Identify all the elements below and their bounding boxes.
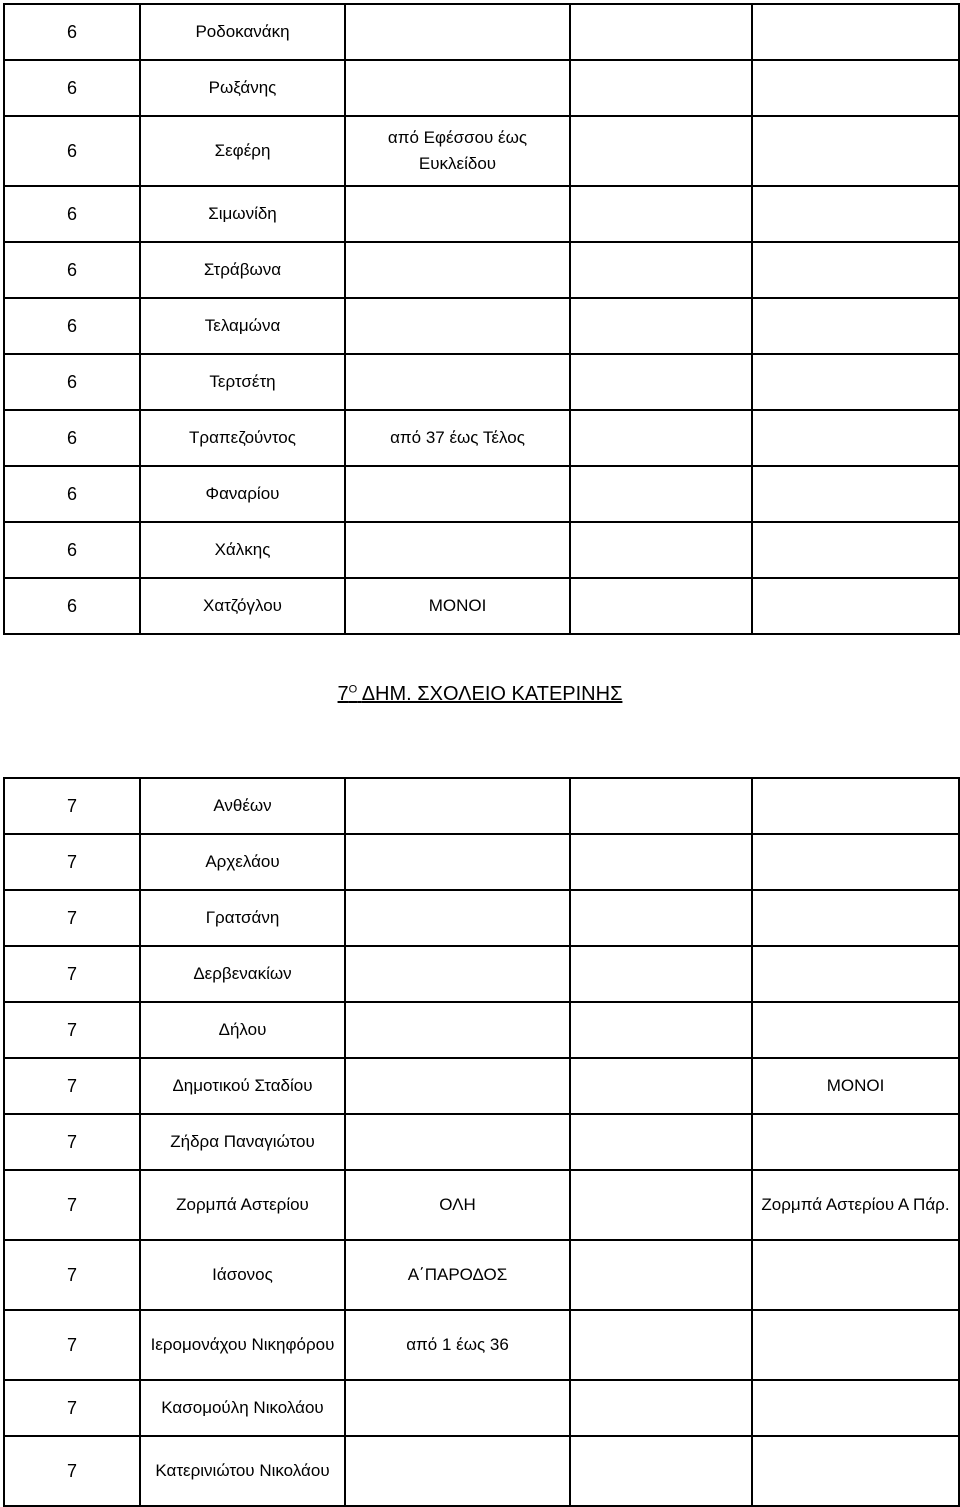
empty-cell [752,60,959,116]
table-row [4,1436,959,1506]
empty-cell [752,116,959,186]
street-table-school-6 [3,3,960,635]
note-cell [752,1170,959,1240]
street-name-cell [140,778,345,834]
table-row [4,242,959,298]
school-number-cell [4,60,140,116]
school-number-text: 7 [67,964,78,984]
street-name-cell [140,578,345,634]
street-name-text: Τελαμώνα [204,316,281,335]
street-name-text: Σιμωνίδη [208,204,277,223]
note-cell [570,522,752,578]
range-cell [345,1002,570,1058]
school-number-cell [4,410,140,466]
empty-cell [752,410,959,466]
note-cell [752,1058,959,1114]
street-name-cell [140,354,345,410]
table-row [4,834,959,890]
street-name-cell [140,946,345,1002]
school-number-text: 7 [67,1195,78,1215]
note-cell [570,4,752,60]
note-cell [570,466,752,522]
range-cell [345,60,570,116]
street-name-text: Χατζόγλου [203,596,282,615]
empty-cell [570,946,752,1002]
street-name-text: Δερβενακίων [193,964,292,983]
street-name-text: Ζορμπά Αστερίου [176,1195,309,1214]
empty-cell [570,1436,752,1506]
empty-cell [752,466,959,522]
school-number-text: 7 [67,1398,78,1418]
school-number-cell [4,354,140,410]
note-cell [752,1310,959,1380]
street-name-text: Κασομούλη Νικολάου [161,1398,324,1417]
school-number-text: 6 [67,260,78,280]
school-number-text: 7 [67,1265,78,1285]
range-cell [345,578,570,634]
range-cell [345,4,570,60]
street-name-text: Ρωξάνης [208,78,277,97]
table-row [4,1058,959,1114]
empty-cell [752,354,959,410]
school-number-cell [4,1380,140,1436]
street-name-cell [140,4,345,60]
table-row [4,354,959,410]
table-row [4,778,959,834]
school-number-text: 6 [67,316,78,336]
school-number-cell [4,1310,140,1380]
heading-text: ΔΗΜ. ΣΧΟΛΕΙΟ ΚΑΤΕΡΙΝΗΣ [361,683,623,705]
empty-cell [752,298,959,354]
empty-cell [570,890,752,946]
street-table-school-7 [3,777,960,1507]
school-number-text: 6 [67,428,78,448]
school-number-text: 6 [67,78,78,98]
note-cell [570,60,752,116]
note-cell [570,578,752,634]
note-cell [570,116,752,186]
table-row [4,1380,959,1436]
note-cell [752,1002,959,1058]
empty-cell [570,1170,752,1240]
range-cell [345,778,570,834]
heading-superscript: Ο [348,683,358,696]
note-cell [752,1240,959,1310]
table-row [4,578,959,634]
table-row [4,410,959,466]
empty-cell [570,778,752,834]
street-name-cell [140,1380,345,1436]
empty-cell [752,522,959,578]
empty-cell [570,1310,752,1380]
section-heading [0,683,960,706]
empty-cell [752,242,959,298]
school-number-text: 7 [67,1132,78,1152]
street-name-cell [140,522,345,578]
school-number-cell [4,1002,140,1058]
school-number-text: 7 [67,908,78,928]
table-row [4,522,959,578]
note-cell [752,834,959,890]
empty-cell [752,4,959,60]
table-row [4,1170,959,1240]
street-name-cell [140,1436,345,1506]
school-number-cell [4,1058,140,1114]
street-name-cell [140,1002,345,1058]
range-text: ΟΛΗ [439,1195,476,1214]
empty-cell [570,1002,752,1058]
school-number-text: 6 [67,372,78,392]
street-name-cell [140,1058,345,1114]
street-name-text: Φαναρίου [205,484,280,503]
range-cell [345,1380,570,1436]
note-text: ΜΟΝΟΙ [826,1076,885,1095]
table-row [4,1240,959,1310]
range-cell [345,410,570,466]
note-cell [570,242,752,298]
street-name-cell [140,1114,345,1170]
school-number-cell [4,466,140,522]
school-number-cell [4,946,140,1002]
table-row [4,186,959,242]
school-number-cell [4,1114,140,1170]
note-cell [752,946,959,1002]
range-cell [345,522,570,578]
range-text: ΜΟΝΟΙ [428,596,487,615]
street-name-cell [140,1170,345,1240]
range-text: Α΄ΠΑΡΟΔΟΣ [407,1265,508,1284]
street-name-cell [140,298,345,354]
range-text: από 37 έως Τέλος [390,428,525,447]
street-name-text: Χάλκης [214,540,271,559]
street-name-text: Δημοτικού Σταδίου [172,1076,313,1095]
street-name-cell [140,890,345,946]
street-name-cell [140,834,345,890]
school-number-cell [4,298,140,354]
street-name-cell [140,60,345,116]
empty-cell [570,1114,752,1170]
street-name-cell [140,410,345,466]
school-number-cell [4,242,140,298]
school-number-cell [4,834,140,890]
note-cell [570,298,752,354]
note-text: Ζορμπά Αστερίου Α Πάρ. [761,1195,950,1214]
school-number-cell [4,1170,140,1240]
street-name-cell [140,186,345,242]
note-cell [752,1114,959,1170]
street-name-text: Γρατσάνη [205,908,280,927]
street-name-cell [140,116,345,186]
street-name-cell [140,466,345,522]
table-row [4,466,959,522]
school-number-text: 6 [67,596,78,616]
range-text: από Εφέσσου έως Ευκλείδου [387,128,528,173]
empty-cell [752,578,959,634]
street-name-text: Δήλου [218,1020,267,1039]
range-cell [345,1058,570,1114]
school-number-text: 6 [67,540,78,560]
table-row [4,4,959,60]
school-number-text: 7 [67,1020,78,1040]
school-number-cell [4,522,140,578]
street-name-cell [140,1240,345,1310]
range-text: από 1 έως 36 [406,1335,509,1354]
empty-cell [570,1380,752,1436]
range-cell [345,946,570,1002]
table-row [4,1310,959,1380]
range-cell [345,186,570,242]
range-cell [345,1436,570,1506]
street-name-text: Ζήδρα Παναγιώτου [170,1132,315,1151]
note-cell [570,354,752,410]
empty-cell [570,834,752,890]
street-name-text: Ροδοκανάκη [195,22,290,41]
empty-cell [752,186,959,242]
school-number-cell [4,116,140,186]
street-name-cell [140,242,345,298]
street-name-text: Τερτσέτη [209,372,276,391]
school-number-text: 6 [67,204,78,224]
school-number-text: 7 [67,796,78,816]
range-cell [345,354,570,410]
school-number-text: 7 [67,852,78,872]
street-name-text: Ιερομονάχου Νικηφόρου [150,1335,335,1354]
street-name-text: Στράβωνα [203,260,282,279]
table-row [4,298,959,354]
school-number-text: 6 [67,141,78,161]
note-cell [570,186,752,242]
table-row [4,1002,959,1058]
note-cell [752,890,959,946]
range-cell [345,1240,570,1310]
street-name-text: Ανθέων [213,796,272,815]
school-number-text: 6 [67,484,78,504]
street-name-text: Αρχελάου [205,852,280,871]
note-cell [570,410,752,466]
empty-cell [570,1058,752,1114]
street-name-text: Σεφέρη [214,141,271,160]
school-number-cell [4,1436,140,1506]
table-row [4,1114,959,1170]
range-cell [345,1310,570,1380]
street-name-text: Κατερινιώτου Νικολάου [155,1461,330,1480]
street-name-text: Ιάσονος [212,1265,273,1284]
school-number-text: 7 [67,1076,78,1096]
school-number-text: 7 [67,1335,78,1355]
heading-number: 7 [337,683,349,705]
note-cell [752,778,959,834]
school-number-cell [4,578,140,634]
range-cell [345,298,570,354]
empty-cell [570,1240,752,1310]
school-number-cell [4,1240,140,1310]
table-row [4,946,959,1002]
table-row [4,890,959,946]
school-number-cell [4,890,140,946]
range-cell [345,466,570,522]
street-name-cell [140,1310,345,1380]
note-cell [752,1436,959,1506]
range-cell [345,834,570,890]
note-cell [752,1380,959,1436]
range-cell [345,1114,570,1170]
school-number-text: 6 [67,22,78,42]
street-name-text: Τραπεζούντος [189,428,296,447]
table-row [4,60,959,116]
school-number-cell [4,186,140,242]
school-number-text: 7 [67,1461,78,1481]
table-row [4,116,959,186]
range-cell [345,1170,570,1240]
range-cell [345,242,570,298]
range-cell [345,116,570,186]
school-number-cell [4,778,140,834]
range-cell [345,890,570,946]
school-number-cell [4,4,140,60]
